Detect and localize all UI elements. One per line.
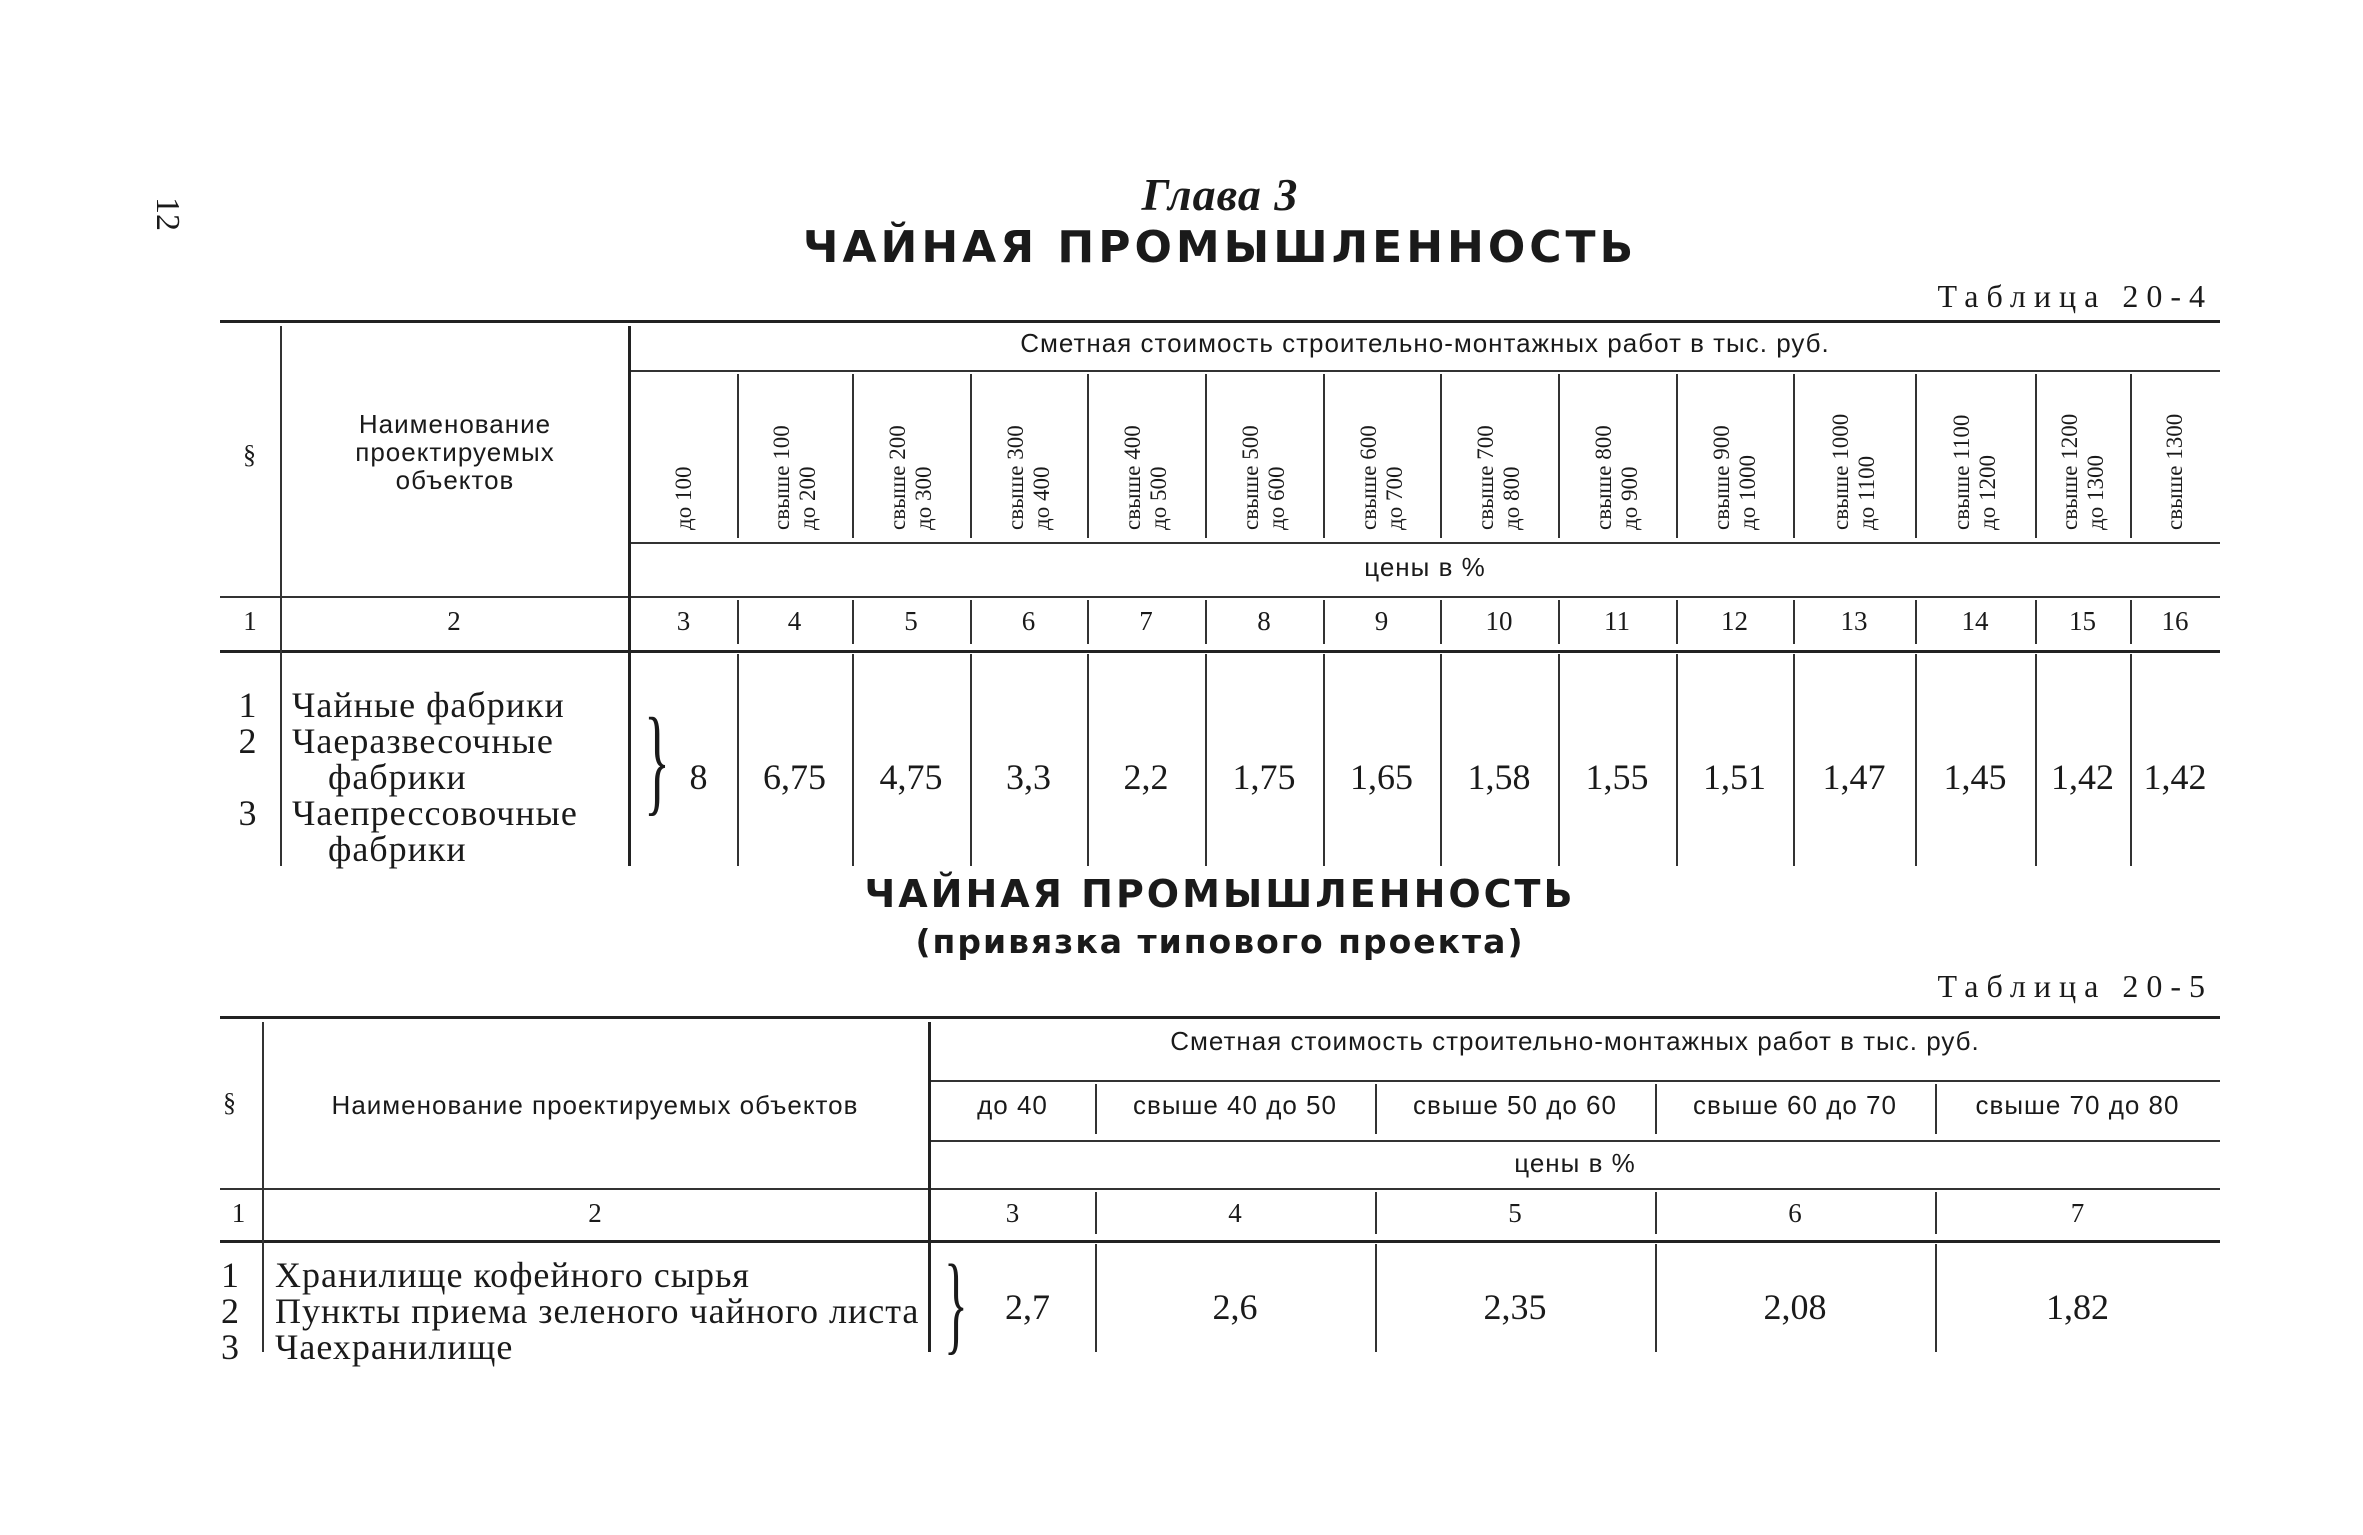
table2-row-name: Хранилище кофейного сырья xyxy=(275,1255,750,1295)
table1-range-label: до 800 xyxy=(1499,466,1524,530)
table1-rule xyxy=(1087,374,1089,538)
table1-value: 1,51 xyxy=(1703,757,1766,797)
table1-value: 1,55 xyxy=(1585,757,1649,797)
table1-column-number: 14 xyxy=(1961,606,1989,636)
table1-range-label: до 700 xyxy=(1381,466,1407,530)
table1-range-label: свыше 400 xyxy=(1120,425,1145,530)
table2-row-number: 2 xyxy=(221,1291,239,1331)
table2-name-header: Наименование проектируемых объектов xyxy=(331,1090,859,1120)
table1-row-name: Чаеразвесочные xyxy=(292,721,554,761)
table2-rule xyxy=(262,1022,264,1352)
table1-rule xyxy=(1558,374,1560,538)
table2-price-header: цены в % xyxy=(1514,1148,1636,1178)
table1-value: 1,65 xyxy=(1350,757,1413,797)
table1-range-label: свыше 600 xyxy=(1355,425,1381,530)
table1-value: 1,75 xyxy=(1232,757,1296,797)
table1-column-number: 11 xyxy=(1604,606,1630,636)
table1-value: 1,42 xyxy=(2143,757,2207,797)
table1-rule xyxy=(737,374,739,538)
table1-rule xyxy=(970,374,972,538)
table2-row-name: Чаехранилище xyxy=(275,1327,514,1367)
chapter-title: ЧАЙНАЯ ПРОМЫШЛЕННОСТЬ xyxy=(802,222,1638,273)
table2-range-header: свыше 60 до 70 xyxy=(1693,1090,1897,1120)
table1-price-header: цены в % xyxy=(1364,552,1486,582)
table1-column-number: 4 xyxy=(787,606,802,636)
table1-column-number: 5 xyxy=(904,606,918,636)
table1-value: 4,75 xyxy=(879,757,943,797)
table1-range-label: свыше 500 xyxy=(1238,425,1263,530)
table1-rule xyxy=(1205,374,1207,538)
table1-rule xyxy=(1915,374,1917,538)
table1-column-number: 15 xyxy=(2069,606,2096,636)
table2-column-number: 3 xyxy=(1005,1198,1020,1228)
table1-range-label: свыше 100 xyxy=(768,425,794,530)
page-number: 12 xyxy=(149,197,186,231)
section2-title: ЧАЙНАЯ ПРОМЫШЛЕННОСТЬ xyxy=(864,872,1576,916)
table2-value: 2,35 xyxy=(1483,1287,1547,1327)
table1-row-name: фабрики xyxy=(328,829,467,869)
table1-column-number: 2 xyxy=(447,606,461,636)
table1-value: 6,75 xyxy=(763,757,826,797)
table1-range-label: свыше 1000 xyxy=(1828,413,1853,530)
table2-column-number: 7 xyxy=(2070,1198,2085,1228)
table1-rule xyxy=(1793,374,1795,538)
table1-range-label: до 400 xyxy=(1028,466,1054,530)
table1-value: 2,2 xyxy=(1123,757,1169,797)
table1-range-label: свыше 1300 xyxy=(2162,413,2187,530)
table2-range-header: свыше 50 до 60 xyxy=(1413,1090,1617,1120)
table1-range-label: свыше 200 xyxy=(885,425,910,530)
table1-range-label: до 100 xyxy=(670,466,696,530)
table1-rule xyxy=(280,326,282,866)
table2-row-name: Пункты приема зеленого чайного листа xyxy=(275,1291,920,1331)
table1-column-number: 1 xyxy=(243,606,257,636)
table1-rule xyxy=(628,326,631,866)
table2-value: 2,6 xyxy=(1212,1287,1258,1327)
table2-number: Таблица 20-5 xyxy=(1937,968,2213,1004)
table1-rule xyxy=(2130,374,2132,538)
table2-range-header: до 40 xyxy=(977,1090,1048,1120)
table1-value: 8 xyxy=(689,757,708,797)
table1-range-label: свыше 900 xyxy=(1708,425,1734,530)
table1-range-label: свыше 300 xyxy=(1002,425,1028,530)
table1-brace: } xyxy=(644,693,670,826)
table2-cost-header: Сметная стоимость строительно-монтажных работ в тыс. руб. xyxy=(1170,1026,1980,1056)
table2-value: 1,82 xyxy=(2046,1287,2109,1327)
table2-column-number: 4 xyxy=(1228,1198,1242,1228)
table1-range-label: свыше 800 xyxy=(1591,425,1616,530)
table1-column-number: 12 xyxy=(1721,606,1748,636)
table1-range-label: до 300 xyxy=(911,466,936,530)
table1-row-name: фабрики xyxy=(328,757,467,797)
table1-range-label: свыше 700 xyxy=(1473,425,1498,530)
table2-brace: } xyxy=(944,1242,968,1364)
table1-value: 1,58 xyxy=(1467,757,1531,797)
table1-range-label: до 500 xyxy=(1146,466,1171,530)
table1-range-label: свыше 1100 xyxy=(1949,414,1974,530)
table1-value: 1,42 xyxy=(2051,757,2114,797)
table2-column-number: 6 xyxy=(1788,1198,1802,1228)
table1-range-label: до 200 xyxy=(794,466,820,530)
table1-column-number: 6 xyxy=(1021,606,1036,636)
table2-section-header: § xyxy=(223,1088,237,1117)
table2-row-number: 3 xyxy=(221,1327,239,1367)
table1-name-header: Наименование проектируемых объектов xyxy=(355,409,555,495)
table1-range-label: до 600 xyxy=(1264,466,1289,530)
table1-rule xyxy=(2035,374,2037,538)
table1-value: 3,3 xyxy=(1006,757,1051,797)
table2-column-number: 5 xyxy=(1508,1198,1522,1228)
table2-range-header: свыше 70 до 80 xyxy=(1975,1090,2180,1120)
table2-column-number: 2 xyxy=(588,1198,602,1228)
table1-cost-header: Сметная стоимость строительно-монтажных работ в тыс. руб. xyxy=(1020,328,1830,358)
table1-row-number: 1 xyxy=(238,685,257,725)
table1-rule xyxy=(1676,374,1678,538)
table1-column-number: 16 xyxy=(2161,606,2189,636)
table1-row-name: Чайные фабрики xyxy=(292,685,565,725)
table1-value: 1,45 xyxy=(1943,757,2007,797)
table1-range-label: до 900 xyxy=(1617,466,1642,530)
table1-range-label: свыше 1200 xyxy=(2056,413,2082,530)
table1-column-number: 3 xyxy=(676,606,691,636)
table1-range-label: до 1000 xyxy=(1734,455,1760,530)
table1-row-number: 2 xyxy=(238,721,257,761)
table1-rule xyxy=(1323,374,1325,538)
table2-row-number: 1 xyxy=(221,1255,239,1295)
table1-column-number: 10 xyxy=(1485,606,1513,636)
table1-section-header: § xyxy=(243,440,257,469)
table1-column-number: 7 xyxy=(1139,606,1153,636)
table2-range-header: свыше 40 до 50 xyxy=(1133,1090,1337,1120)
table1-row-number: 3 xyxy=(238,793,257,833)
table2-column-number: 1 xyxy=(231,1198,246,1228)
chapter-label: Глава 3 xyxy=(1141,169,1299,220)
table2-value: 2,08 xyxy=(1763,1287,1827,1327)
table1-range-label: до 1100 xyxy=(1854,455,1879,530)
table1-column-number: 13 xyxy=(1840,606,1868,636)
table1-rule xyxy=(852,374,854,538)
table1-value: 1,47 xyxy=(1822,757,1886,797)
table1-rule xyxy=(1440,374,1442,538)
table1-column-number: 9 xyxy=(1374,606,1389,636)
table1-range-label: до 1300 xyxy=(2082,455,2108,530)
table1-row-name: Чаепрессовочные xyxy=(292,793,578,833)
table1-number: Таблица 20-4 xyxy=(1937,278,2213,314)
table1-column-number: 8 xyxy=(1257,606,1271,636)
table2-rule xyxy=(928,1022,931,1352)
section2-subtitle: (привязка типового проекта) xyxy=(915,922,1525,961)
table1-range-label: до 1200 xyxy=(1975,455,2000,530)
table2-value: 2,7 xyxy=(1005,1287,1050,1327)
